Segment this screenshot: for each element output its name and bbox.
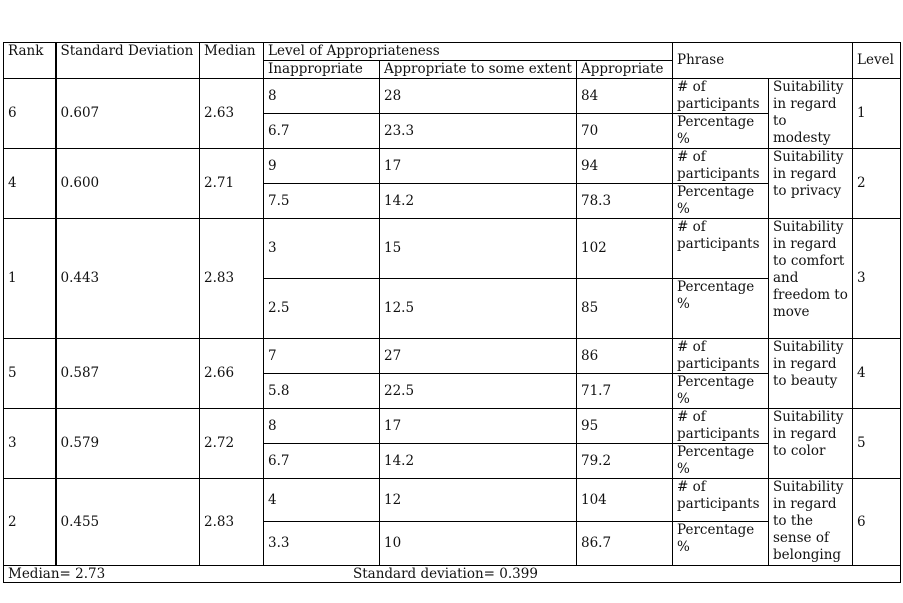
appropriate-count-cell: 86	[577, 339, 673, 374]
inappropriate-count-cell: 7	[264, 339, 380, 374]
inappropriate-pct-cell: 2.5	[264, 279, 380, 339]
appropriate-some-pct-cell: 12.5	[380, 279, 577, 339]
appropriate-some-count-cell: 12	[380, 479, 577, 522]
std-dev-cell: 0.600	[56, 149, 200, 219]
pct-label-cell: Percentage %	[673, 522, 769, 566]
median-cell: 2.83	[200, 479, 264, 566]
appropriate-count-cell: 102	[577, 219, 673, 279]
appropriate-pct-cell: 78.3	[577, 184, 673, 219]
header-appropriate-some: Appropriate to some extent	[380, 61, 577, 79]
appropriate-some-count-cell: 15	[380, 219, 577, 279]
appropriate-some-pct-cell: 10	[380, 522, 577, 566]
appropriate-pct-cell: 70	[577, 114, 673, 149]
appropriate-some-pct-cell: 14.2	[380, 444, 577, 479]
rank-cell: 4	[4, 149, 56, 219]
count-label-cell: # of participants	[673, 219, 769, 279]
header-std-dev: Standard Deviation	[56, 43, 200, 79]
count-label-cell: # of participants	[673, 149, 769, 184]
footer-median: Median= 2.73	[8, 566, 106, 582]
std-dev-cell: 0.579	[56, 409, 200, 479]
inappropriate-count-cell: 8	[264, 409, 380, 444]
table-row	[4, 219, 901, 279]
phrase-cell: Suitability in regard to privacy	[769, 149, 853, 219]
header-rank: Rank	[4, 43, 56, 79]
rank-cell: 3	[4, 409, 56, 479]
appropriate-pct-cell: 71.7	[577, 374, 673, 409]
std-dev-cell: 0.587	[56, 339, 200, 409]
inappropriate-pct-cell: 5.8	[264, 374, 380, 409]
inappropriate-count-cell: 8	[264, 79, 380, 114]
pct-label-cell: Percentage %	[673, 374, 769, 409]
median-cell: 2.63	[200, 79, 264, 149]
phrase-cell: Suitability in regard to color	[769, 409, 853, 479]
phrase-cell: Suitability in regard to modesty	[769, 79, 853, 149]
level-cell: 2	[853, 149, 901, 219]
median-cell: 2.71	[200, 149, 264, 219]
std-dev-cell: 0.455	[56, 479, 200, 566]
count-label-cell: # of participants	[673, 339, 769, 374]
count-label-cell: # of participants	[673, 479, 769, 522]
std-dev-cell: 0.607	[56, 79, 200, 149]
table-row	[4, 79, 901, 114]
appropriate-count-cell: 94	[577, 149, 673, 184]
pct-label-cell: Percentage %	[673, 114, 769, 149]
inappropriate-count-cell: 4	[264, 479, 380, 522]
header-appropriate: Appropriate	[577, 61, 673, 79]
appropriate-pct-cell: 85	[577, 279, 673, 339]
pct-label-cell: Percentage %	[673, 279, 769, 339]
phrase-cell: Suitability in regard to comfort and freedom to move	[769, 219, 853, 339]
rank-cell: 1	[4, 219, 56, 339]
phrase-cell: Suitability in regard to beauty	[769, 339, 853, 409]
appropriate-some-count-cell: 28	[380, 79, 577, 114]
median-cell: 2.72	[200, 409, 264, 479]
footer-cell	[4, 566, 901, 583]
appropriate-some-count-cell: 17	[380, 149, 577, 184]
count-label-cell: # of participants	[673, 79, 769, 114]
header-level-of-appropriateness: Level of Appropriateness	[264, 43, 673, 61]
pct-label-cell: Percentage %	[673, 444, 769, 479]
level-cell: 6	[853, 479, 901, 566]
level-cell: 1	[853, 79, 901, 149]
header-phrase: Phrase	[673, 43, 853, 79]
rank-cell: 5	[4, 339, 56, 409]
appropriate-some-count-cell: 27	[380, 339, 577, 374]
header-inappropriate: Inappropriate	[264, 61, 380, 79]
inappropriate-pct-cell: 6.7	[264, 444, 380, 479]
appropriate-count-cell: 95	[577, 409, 673, 444]
level-cell: 5	[853, 409, 901, 479]
inappropriate-pct-cell: 6.7	[264, 114, 380, 149]
table-row	[4, 409, 901, 444]
appropriate-some-pct-cell: 23.3	[380, 114, 577, 149]
count-label-cell: # of participants	[673, 409, 769, 444]
appropriateness-table	[3, 42, 901, 583]
appropriate-count-cell: 84	[577, 79, 673, 114]
inappropriate-pct-cell: 3.3	[264, 522, 380, 566]
median-cell: 2.83	[200, 219, 264, 339]
appropriate-some-pct-cell: 22.5	[380, 374, 577, 409]
inappropriate-pct-cell: 7.5	[264, 184, 380, 219]
phrase-cell: Suitability in regard to the sense of belonging	[769, 479, 853, 566]
rank-cell: 6	[4, 79, 56, 149]
inappropriate-count-cell: 3	[264, 219, 380, 279]
table-row	[4, 339, 901, 374]
level-cell: 4	[853, 339, 901, 409]
footer-std-dev: Standard deviation= 0.399	[353, 566, 538, 582]
appropriate-some-pct-cell: 14.2	[380, 184, 577, 219]
table-row	[4, 149, 901, 184]
appropriate-pct-cell: 86.7	[577, 522, 673, 566]
pct-label-cell: Percentage %	[673, 184, 769, 219]
table-row	[4, 479, 901, 522]
header-median: Median	[200, 43, 264, 79]
median-cell: 2.66	[200, 339, 264, 409]
inappropriate-count-cell: 9	[264, 149, 380, 184]
std-dev-cell: 0.443	[56, 219, 200, 339]
appropriate-count-cell: 104	[577, 479, 673, 522]
level-cell: 3	[853, 219, 901, 339]
appropriate-pct-cell: 79.2	[577, 444, 673, 479]
header-level: Level	[853, 43, 901, 79]
rank-cell: 2	[4, 479, 56, 566]
appropriate-some-count-cell: 17	[380, 409, 577, 444]
